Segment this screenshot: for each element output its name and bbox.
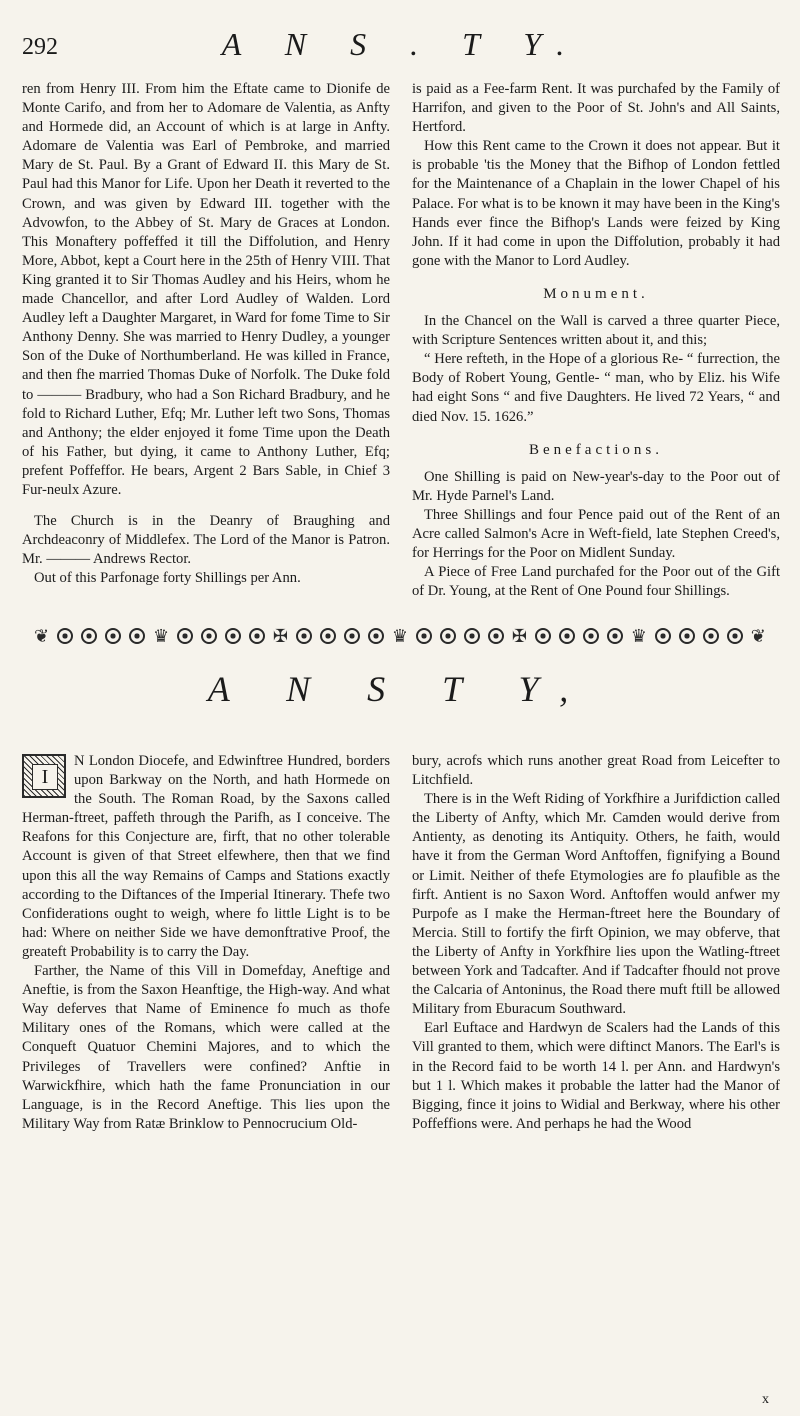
right-column-top xyxy=(412,80,780,601)
paragraph: Out of this Parfonage forty Shillings per Ann. xyxy=(34,570,301,587)
paragraph-text: N London Diocefe, and Edwinftree Hundred, borders upon Barkway on the North, and hath Hormede on the South. The Roman Road, by the Saxons called Herman-ftreet, paffeth through the Parifh, as I conceive. The Reafons for this Conjecture are, firft, that no other tolerable Account is given of that Street elfewhere, then that we find upon this all the way Remains of Camps and Stations exactly according to the Diftances of the Imperial Itinerary. Thefe two Confiderations ought to weigh, where fo little Light is to be had: Where on neither Side we have demonftrative Proof, the greateft Probability is to carry the Day. xyxy=(22,753,390,960)
ornament-rosette-icon xyxy=(368,628,384,644)
ornament-rosette-icon xyxy=(464,628,480,644)
left-column-bottom xyxy=(22,752,390,1134)
paragraph: How this Rent came to the Crown it does not appear. But it is probable 'tis the Money that the Bifhop of London fettled for the Maintenance of a Chaplain in the lower Chapel of his Palace. For what is to be known it may have been in the King's Hands ever fince the Bifhop's Lands were feized by King John. If it had come in upon the Diffolution, probably it had gone with the Manor to Lord Audley. xyxy=(412,138,780,269)
ornament-crown-icon: ♛ xyxy=(630,626,647,646)
paragraph: Farther, the Name of this Vill in Domefday, Aneftige and Aneftie, is from the Saxon Heanftige, the High-way. And what Way deferves that Name of Eminence fo much as thofe Military ones of the Romans, which were called at the Conqueft Quatuor Chemini Majores, and to which the Privileges of Travellers were confined? Anftie in Warwickfhire, which hath the fame Pronunciation in our Language, is in the Record Aneftige. This lies upon the Military Way from Ratæ Brinklow to Pennocrucium Old- xyxy=(22,963,390,1132)
ornament-fleuron-icon: ❦ xyxy=(34,626,50,646)
ornament-rosette-icon xyxy=(535,628,551,644)
ornament-crown-icon: ♛ xyxy=(152,626,170,646)
ornament-divider xyxy=(34,626,766,646)
ornament-rosette-icon xyxy=(201,628,217,644)
ornament-rosette-icon xyxy=(488,628,504,644)
ornament-rosette-icon xyxy=(559,628,575,644)
dropcap-letter: I xyxy=(32,764,58,790)
ornament-cross-icon: ✠ xyxy=(272,626,289,646)
ornament-rosette-icon xyxy=(703,628,719,644)
ornament-rosette-icon xyxy=(105,628,121,644)
paragraph: is paid as a Fee-farm Rent. It was purchafed by the Family of Harrifon, and given to the Poor of St. John's and All Saints, Hertford. xyxy=(412,81,780,136)
ornament-cross-icon: ✠ xyxy=(511,626,527,646)
ornament-rosette-icon xyxy=(440,628,456,644)
paragraph: A Piece of Free Land purchafed for the Poor out of the Gift of Dr. Young, at the Rent of One Pound four Shillings. xyxy=(412,564,780,600)
left-column-top xyxy=(22,80,390,588)
paragraph: In the Chancel on the Wall is carved a three quarter Piece, with Scripture Sentences written about it, and this; xyxy=(412,313,780,349)
ornament-rosette-icon xyxy=(177,628,193,644)
paragraph: ren from Henry III. From him the Eftate came to Dionife de Monte Carifo, and from her to Adomare de Valentia, as Anfty and Hormede did, an Account of which is at large in Anfty. Adomare de Valentia was Earl of Pembroke, and married Mary de St. Paul. By a Grant of Edward II. this Mary de St. Paul had this Manor for Life. Upon her Death it reverted to the Crown, and was given by Edward III. together with the Advowfon, to the Abbey of St. Mary de Graces at London. This Monaftery poffeffed it till the Diffolution, and Henry More, Abbot, kept a Court here in the 25th of Henry VIII. That King granted it to Sir Thomas Audley and his Heirs, whom he made Chancellor, and after Lord Audley of Walden. Lord Audley left a Daughter Margaret, in Ward for fome Time to Sir Anthony Denny. She was married to Henry Dudley, a younger Son of the Duke of Northumberland. He was killed in France, and then fhe married Thomas Duke of Norfolk. The Duke fold to ——— Bradbury, who had a Son Richard Bradbury, and he fold to Richard Luther, Efq; Mr. Luther left two Sons, Thomas and Anthony; the elder enjoyed it fome Time upon the Death of his Father, but dying, it came to Anthony Luther, Efq; prefent Poffeffor. He bears, Argent 2 Bars Sable, in Chief 3 Fur-neulx Azure. xyxy=(22,81,390,498)
ornament-rosette-icon xyxy=(129,628,145,644)
epitaph-quote: “ Here refteth, in the Hope of a glorious Re- “ furrection, the Body of Robert Young, Gentle- “ man, who by Eliz. his Wife had eight Sons “ and five Daughters. He lived 72 Years, “ and died Nov. 15. 1626.” xyxy=(412,351,780,425)
paragraph: bury, acrofs which runs another great Road from Leicefter to Litchfield. xyxy=(412,753,780,789)
ornament-rosette-icon xyxy=(727,628,743,644)
heading-benefactions: Benefactions. xyxy=(528,441,664,458)
heading-monument: Monument. xyxy=(543,285,649,302)
ornament-rosette-icon xyxy=(57,628,73,644)
running-head xyxy=(22,26,782,70)
page-number: 292 xyxy=(22,34,58,60)
ornament-rosette-icon xyxy=(655,628,671,644)
ornament-rosette-icon xyxy=(81,628,97,644)
section-title: A N S T Y, xyxy=(207,669,593,709)
dropcap-ornament xyxy=(22,754,66,798)
ornament-rosette-icon xyxy=(296,628,312,644)
running-title: A N S . T Y. xyxy=(221,26,583,62)
ornament-rosette-icon xyxy=(344,628,360,644)
paragraph: The Church is in the Deanry of Braughing and Archdeaconry of Middlefex. The Lord of the Manor is Patron. Mr. ——— Andrews Rector. xyxy=(22,513,390,568)
ornament-rosette-icon xyxy=(249,628,265,644)
ornament-rosette-icon xyxy=(583,628,599,644)
ornament-rosette-icon xyxy=(225,628,241,644)
paragraph: One Shilling is paid on New-year's-day to the Poor out of Mr. Hyde Parnel's Land. xyxy=(412,468,780,504)
paragraph: There is in the Weft Riding of Yorkfhire a Jurifdiction called the Liberty of Anfty, which Mr. Camden would derive from Antienty, as denoting its Antiquity. Others, he faith, would have it from the German Word Anftoffen, fignifying a Bound or Limit. Neither of thefe Etymologies are fo plaufible as the firft. Antient is no Saxon Word. Anftoffen would anfwer my Purpofe as I make the Herman-ftreet here the Boundary of Mercia. Still to fortify the firft Opinion, we may obferve, that the Liberty of Anfty in Yorkfhire lies upon the Watling-ftreet between York and Tadcafter. And if Tadcafter fhould not prove the Calcaria of Antoninus, the Road there muft ftill be allowed Military from Eburacum Southward. xyxy=(412,791,780,1018)
right-column-bottom xyxy=(412,752,780,1134)
ornament-fleuron-icon: ❦ xyxy=(750,626,766,646)
paragraph: Three Shillings and four Pence paid out of the Rent of an Acre called Salmon's Acre in Weft-field, late Stephen Creed's, for Herrings for the Poor on Midlent Sunday. xyxy=(412,506,780,562)
ornament-crown-icon: ♛ xyxy=(391,626,408,646)
paragraph-opening xyxy=(22,752,390,962)
ornament-rosette-icon xyxy=(679,628,695,644)
ornament-rosette-icon xyxy=(607,628,623,644)
ornament-rosette-icon xyxy=(320,628,336,644)
paragraph: Earl Euftace and Hardwyn de Scalers had the Lands of this Vill granted to them, which were diftinct Manors. The Earl's is in the Record faid to be worth 14 l. per Ann. and Hardwyn's but 1 l. Which makes it probable the latter had the Manor of Bigging, fince it joins to Widial and Berkway, where his other Poffeffions were. And perhaps he had the Wood xyxy=(412,1020,780,1132)
ornament-rosette-icon xyxy=(416,628,432,644)
signature-mark: x xyxy=(762,1392,769,1407)
